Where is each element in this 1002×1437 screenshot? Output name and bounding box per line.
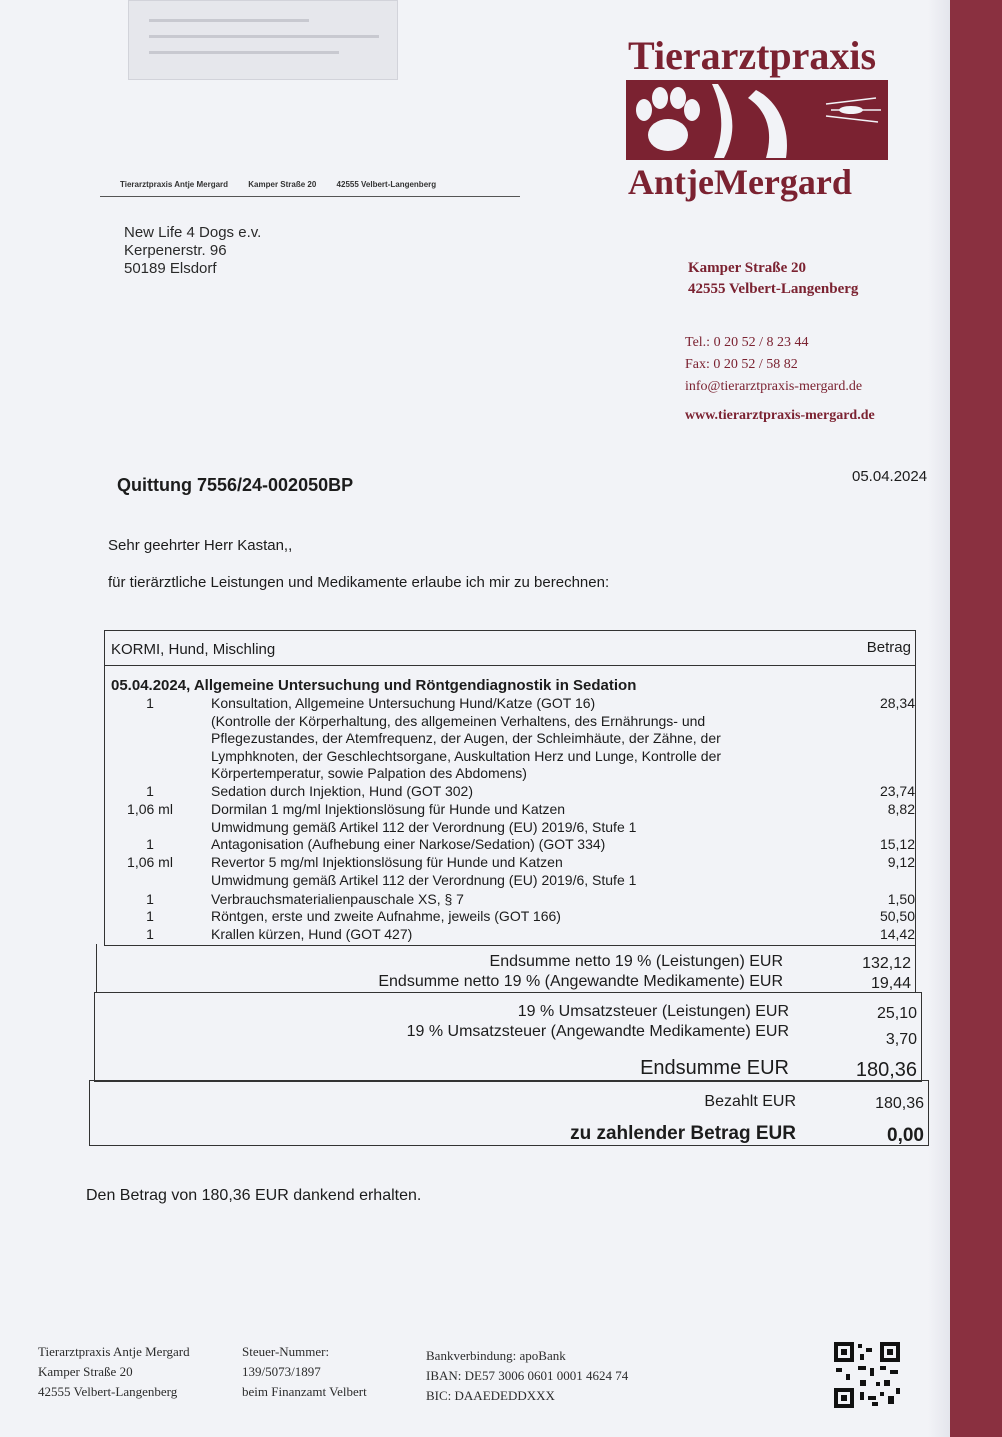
logo-name: AntjeMergard — [628, 162, 852, 202]
salutation: Sehr geehrter Herr Kastan,, — [108, 537, 293, 554]
section-title: 05.04.2024, Allgemeine Untersuchung und Röntgendiagnostik in Sedation — [111, 677, 637, 694]
recipient-address: New Life 4 Dogs e.v. Kerpenerstr. 96 50189 Elsdorf — [124, 224, 262, 277]
practice-address: Kamper Straße 20 42555 Velbert-Langenberg — [688, 260, 859, 297]
thanks-text: Den Betrag von 180,36 EUR dankend erhalten. — [86, 1187, 422, 1204]
practice-website: www.tierarztpraxis-mergard.de — [685, 408, 875, 423]
vat-totals: 19 % Umsatzsteuer (Leistungen) EUR 25,10 19 % Umsatzsteuer (Angewandte Medikamente) EUR 3,70 Endsumme EUR 180,36 — [94, 992, 922, 1082]
intro-text: für tierärztliche Leistungen und Medikamente erlaube ich mir zu berechnen: — [108, 574, 610, 591]
footer-address: Tierarztpraxis Antje Mergard Kamper Straße 20 42555 Velbert-Langenberg — [38, 1344, 190, 1399]
table-header — [105, 631, 915, 666]
sender-line: Tierarztpraxis Antje Mergard Kamper Straße 20 42555 Velbert-Langenberg — [120, 180, 437, 189]
practice-contact: Tel.: 0 20 52 / 8 23 44 Fax: 0 20 52 / 58 82 info@tierarztpraxis-mergard.de — [685, 335, 863, 394]
patient-label: KORMI, Hund, Mischling — [111, 641, 276, 658]
footer-tax: Steuer-Nummer: 139/5073/1897 beim Finanzamt Velbert — [242, 1344, 367, 1399]
sender-divider — [100, 196, 520, 197]
footer-bank: Bankverbindung: apoBank IBAN: DE57 3006 0601 0001 4624 74 BIC: DAAEDEDDXXX — [426, 1348, 629, 1403]
logo-title: Tierarztpraxis — [628, 33, 877, 78]
receipt-date: 05.04.2024 — [852, 468, 928, 485]
logo-animals-icon — [626, 80, 888, 160]
paper-fold — [928, 0, 950, 1437]
qr-code-icon — [832, 1340, 902, 1410]
amount-header: Betrag — [866, 639, 911, 656]
payment-totals: Bezahlt EUR 180,36 zu zahlender Betrag EUR 0,00 — [89, 1080, 929, 1146]
net-totals: Endsumme netto 19 % (Leistungen) EUR 132,12 Endsumme netto 19 % (Angewandte Medikamente) EUR 19,44 — [96, 944, 916, 993]
items-table: KORMI, Hund, Mischling Betrag 05.04.2024, Allgemeine Untersuchung und Röntgendiagnostik in Sedation 1 Konsultation, Allgemeine Untersuchung Hund/Katze (GOT 16) (Kontrolle der Körperhaltung, des allgemeinen Verhaltens, des Ernährungs- und Pflegezustandes, der Atemfrequenz, der Augen, der Schleimhäute, der Zähne, der Lymphknoten, der Geschlechtsorgane, Auskultation Herz und Lunge, Kontrolle der Körpertemperatur, sowie Palpation des Abdomens) 28,34 1 Sedation durch Injektion, Hund (GOT 302) 23,74 1,06 ml Dormilan 1 mg/ml Injektionslösung für Hunde und Katzen Umwidmung gemäß Artikel 112 der Verordnung (EU) 2019/6, Stufe 1 8,82 1 Antagonisation (Aufhebung einer Narkose/Sedation) (GOT 334) 15,12 1,06 ml Revertor 5 mg/ml Injektionslösung für Hunde und Katzen Umwidmung gemäß Artikel 112 der Verordnung (EU) 2019/6, Stufe 1 9,12 1 Verbrauchsmaterialienpauschale XS, § 7 1,50 1 Röntgen, erste und zweite Aufnahme, jeweils (GOT 166) 50,50 1 Krallen kürzen, Hund (GOT 427) 14,42 — [104, 630, 916, 946]
receipt-title: Quittung 7556/24-002050BP — [117, 475, 354, 495]
tape-strip — [128, 0, 398, 80]
